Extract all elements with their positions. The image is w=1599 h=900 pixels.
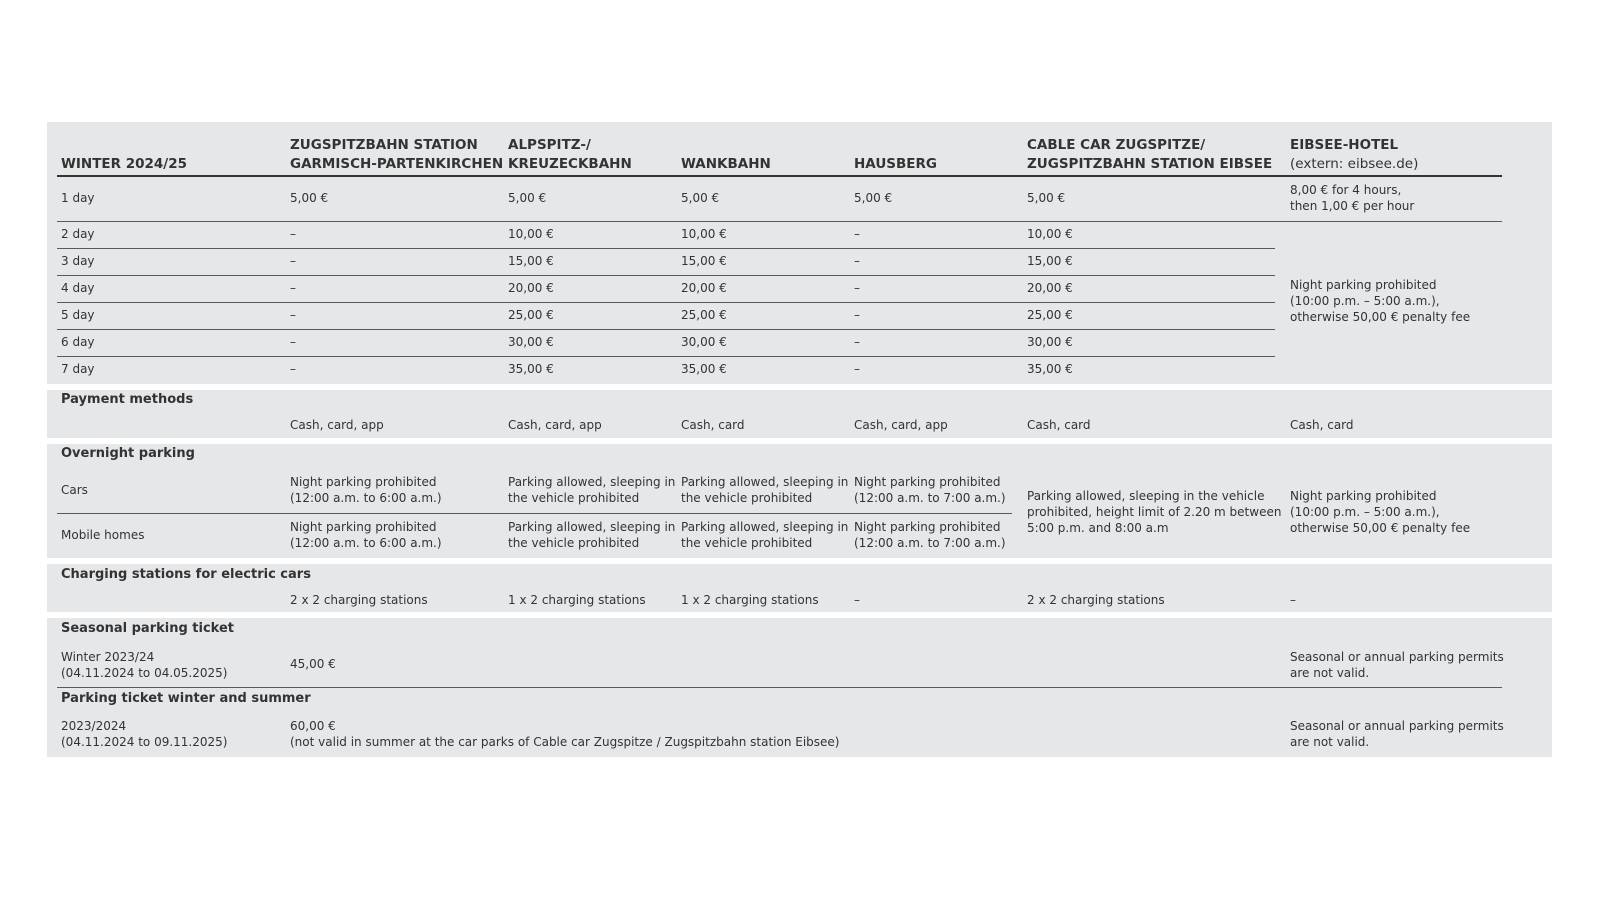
price-cell: 10,00 € — [1027, 227, 1073, 241]
season-header: WINTER 2024/25 — [61, 156, 188, 172]
cars-label: Cars — [61, 483, 88, 497]
header-rule — [57, 175, 1502, 177]
price-cell: 35,00 € — [681, 362, 727, 376]
eibsee-day1-price: 8,00 € for 4 hours, then 1,00 € per hour — [1290, 183, 1415, 213]
price-cell: – — [290, 362, 296, 376]
payment-title: Payment methods — [61, 392, 194, 407]
col-header-zugspitzbahn-gap: ZUGSPITZBAHN STATION GARMISCH-PARTENKIRCHEN — [290, 137, 504, 172]
price-cell: – — [290, 308, 296, 322]
charging-cell: – — [854, 593, 860, 607]
price-cell: – — [290, 335, 296, 349]
row-divider — [57, 275, 1275, 276]
row-label: 3 day — [61, 254, 95, 268]
overnight-cell: Night parking prohibited (12:00 a.m. to 7:00 a.m.) — [854, 475, 1006, 505]
overnight-cell: Parking allowed, sleeping in the vehicle prohibited — [681, 475, 849, 505]
overnight-cell: Night parking prohibited (12:00 a.m. to 6:00 a.m.) — [290, 520, 442, 550]
payment-cell: Cash, card, app — [290, 418, 384, 432]
seasonal-label: Winter 2023/24 (04.11.2024 to 04.05.2025) — [61, 650, 228, 680]
row-label: 1 day — [61, 191, 95, 205]
price-cell: 20,00 € — [1027, 281, 1073, 295]
col-header-hausberg: HAUSBERG — [854, 156, 938, 172]
payment-cell: Cash, card, app — [508, 418, 602, 432]
row-label: 6 day — [61, 335, 95, 349]
row-label: 2 day — [61, 227, 95, 241]
price-cell: 20,00 € — [681, 281, 727, 295]
price-cell: – — [854, 335, 860, 349]
row-divider — [57, 302, 1275, 303]
charging-cell: 1 x 2 charging stations — [508, 593, 646, 607]
mobile-homes-label: Mobile homes — [61, 528, 145, 542]
row-divider — [57, 221, 1502, 222]
price-cell: – — [854, 281, 860, 295]
price-cell: 15,00 € — [508, 254, 554, 268]
overnight-cell: Night parking prohibited (12:00 a.m. to 7:00 a.m.) — [854, 520, 1006, 550]
charging-cell: 1 x 2 charging stations — [681, 593, 819, 607]
payment-cell: Cash, card — [1290, 418, 1354, 432]
overnight-cell: Parking allowed, sleeping in the vehicle prohibited — [681, 520, 849, 550]
price-cell: 25,00 € — [508, 308, 554, 322]
payment-cell: Cash, card — [681, 418, 745, 432]
payment-cell: Cash, card — [1027, 418, 1091, 432]
price-cell: – — [854, 254, 860, 268]
overnight-cable-car: Parking allowed, sleeping in the vehicle prohibited, height limit of 2.20 m between 5:00 p.m. and 8:00 a.m — [1027, 489, 1282, 535]
charging-cell: – — [1290, 593, 1296, 607]
price-cell: 5,00 € — [508, 191, 547, 205]
price-cell: – — [290, 254, 296, 268]
price-cell: 10,00 € — [508, 227, 554, 241]
winter-summer-price: 60,00 € (not valid in summer at the car parks of Cable car Zugspitze / Zugspitzbahn station Eibsee) — [290, 719, 840, 749]
col-header-alpspitz: ALPSPITZ-/ KREUZECKBAHN — [508, 137, 632, 172]
price-cell: 5,00 € — [854, 191, 893, 205]
overnight-title: Overnight parking — [61, 446, 195, 461]
seasonal-price: 45,00 € — [290, 657, 336, 671]
price-cell: 20,00 € — [508, 281, 554, 295]
seasonal-title: Seasonal parking ticket — [61, 621, 235, 636]
row-label: 5 day — [61, 308, 95, 322]
overnight-cell: Parking allowed, sleeping in the vehicle prohibited — [508, 520, 676, 550]
overnight-eibsee: Night parking prohibited (10:00 p.m. – 5:00 a.m.), otherwise 50,00 € penalty fee — [1290, 489, 1471, 535]
eibsee-night-note: Night parking prohibited (10:00 p.m. – 5:00 a.m.), otherwise 50,00 € penalty fee — [1290, 278, 1471, 324]
overnight-cell: Parking allowed, sleeping in the vehicle prohibited — [508, 475, 676, 505]
price-cell: 5,00 € — [681, 191, 720, 205]
price-cell: 30,00 € — [1027, 335, 1073, 349]
col-header-eibsee-sub: (extern: eibsee.de) — [1290, 156, 1419, 172]
seasonal-eibsee: Seasonal or annual parking permits are not valid. — [1290, 650, 1504, 680]
price-cell: 5,00 € — [290, 191, 329, 205]
row-divider — [57, 329, 1275, 330]
price-cell: 25,00 € — [1027, 308, 1073, 322]
price-cell: 25,00 € — [681, 308, 727, 322]
price-cell: 30,00 € — [681, 335, 727, 349]
winter-summer-title: Parking ticket winter and summer — [61, 691, 311, 706]
price-cell: – — [290, 281, 296, 295]
row-divider — [57, 248, 1275, 249]
winter-summer-label: 2023/2024 (04.11.2024 to 09.11.2025) — [61, 719, 228, 749]
overnight-cell: Night parking prohibited (12:00 a.m. to 6:00 a.m.) — [290, 475, 442, 505]
row-divider — [57, 513, 1012, 514]
col-header-cable-car: CABLE CAR ZUGSPITZE/ ZUGSPITZBAHN STATION EIBSEE — [1027, 137, 1273, 172]
col-header-eibsee: EIBSEE-HOTEL — [1290, 137, 1399, 153]
price-cell: – — [854, 227, 860, 241]
price-cell: 15,00 € — [1027, 254, 1073, 268]
price-cell: 35,00 € — [1027, 362, 1073, 376]
row-label: 4 day — [61, 281, 95, 295]
price-cell: 5,00 € — [1027, 191, 1066, 205]
price-cell: 35,00 € — [508, 362, 554, 376]
price-cell: – — [290, 227, 296, 241]
price-cell: 30,00 € — [508, 335, 554, 349]
price-cell: 10,00 € — [681, 227, 727, 241]
price-cell: – — [854, 362, 860, 376]
price-cell: – — [854, 308, 860, 322]
row-label: 7 day — [61, 362, 95, 376]
payment-cell: Cash, card, app — [854, 418, 948, 432]
charging-cell: 2 x 2 charging stations — [290, 593, 428, 607]
price-cell: 15,00 € — [681, 254, 727, 268]
charging-title: Charging stations for electric cars — [61, 567, 311, 582]
row-divider — [57, 356, 1275, 357]
winter-summer-eibsee: Seasonal or annual parking permits are not valid. — [1290, 719, 1504, 749]
charging-cell: 2 x 2 charging stations — [1027, 593, 1165, 607]
row-divider — [57, 687, 1502, 688]
col-header-wankbahn: WANKBAHN — [681, 156, 771, 172]
